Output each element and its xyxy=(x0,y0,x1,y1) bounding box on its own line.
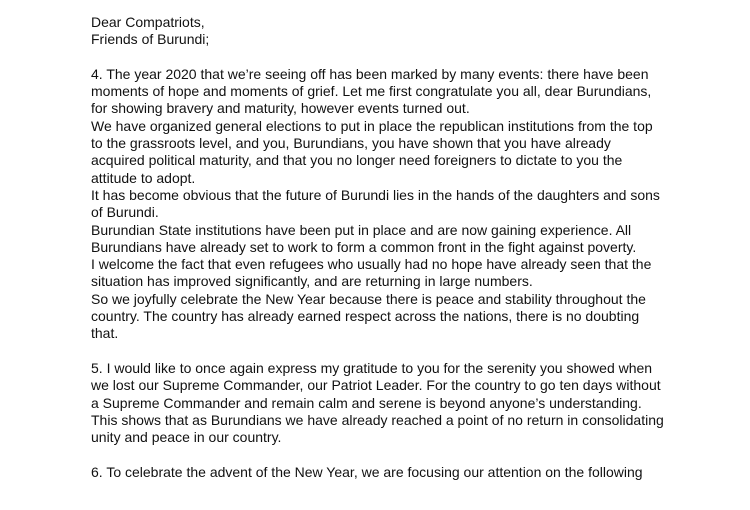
text-line: situation has improved significantly, and are returning in large numbers. xyxy=(91,273,533,290)
text-line: So we joyfully celebrate the New Year because there is peace and stability throughout the xyxy=(91,290,646,307)
text-line: Burundian State institutions have been put in place and are now gaining experience. All xyxy=(91,221,632,238)
text-line: that. xyxy=(91,325,119,342)
salutation-line: Friends of Burundi; xyxy=(91,31,210,48)
text-line: I welcome the fact that even refugees who usually had no hope have already seen that the xyxy=(91,256,652,273)
text-line: We have organized general elections to put in place the republican institutions from the top xyxy=(91,117,653,134)
paragraph-section-6 xyxy=(91,464,741,481)
text-line: It has become obvious that the future of Burundi lies in the hands of the daughters and sons xyxy=(91,186,660,203)
text-line: moments of hope and moments of grief. Let me first congratulate you all, dear Burundians, xyxy=(91,83,652,100)
text-line: a Supreme Commander and remain calm and serene is beyond anyone’s understanding. xyxy=(91,394,642,411)
salutation-line: Dear Compatriots, xyxy=(91,14,205,30)
text-line: acquired political maturity, and that you no longer need foreigners to dictate to you the xyxy=(91,152,623,169)
letter-body xyxy=(91,14,741,481)
text-line: to the grassroots level, and you, Burundians, you have shown that you have already xyxy=(91,135,611,152)
text-line: 6. To celebrate the advent of the New Year, we are focusing our attention on the following xyxy=(91,463,643,480)
paragraph-gap xyxy=(91,446,741,463)
text-line: country. The country has already earned respect across the nations, there is no doubting xyxy=(91,308,640,325)
paragraph-section-5 xyxy=(91,360,741,446)
text-line: we lost our Supreme Commander, our Patriot Leader. For the country to go ten days without xyxy=(91,377,661,394)
text-line: Burundians have already set to work to form a common front in the fight against poverty. xyxy=(91,238,637,255)
text-line: unity and peace in our country. xyxy=(91,429,282,446)
text-line: This shows that as Burundians we have already reached a point of no return in consolidating xyxy=(91,411,664,428)
paragraph-gap xyxy=(91,343,741,360)
text-line: attitude to adopt. xyxy=(91,169,196,186)
text-line: 4. The year 2020 that we’re seeing off has been marked by many events: there have been xyxy=(91,65,649,82)
text-line: 5. I would like to once again express my gratitude to you for the serenity you showed when xyxy=(91,359,653,376)
salutation xyxy=(91,14,741,49)
text-line: for showing bravery and maturity, however events turned out. xyxy=(91,100,470,117)
text-line: of Burundi. xyxy=(91,204,159,221)
paragraph-gap xyxy=(91,49,741,66)
paragraph-section-4 xyxy=(91,66,741,343)
